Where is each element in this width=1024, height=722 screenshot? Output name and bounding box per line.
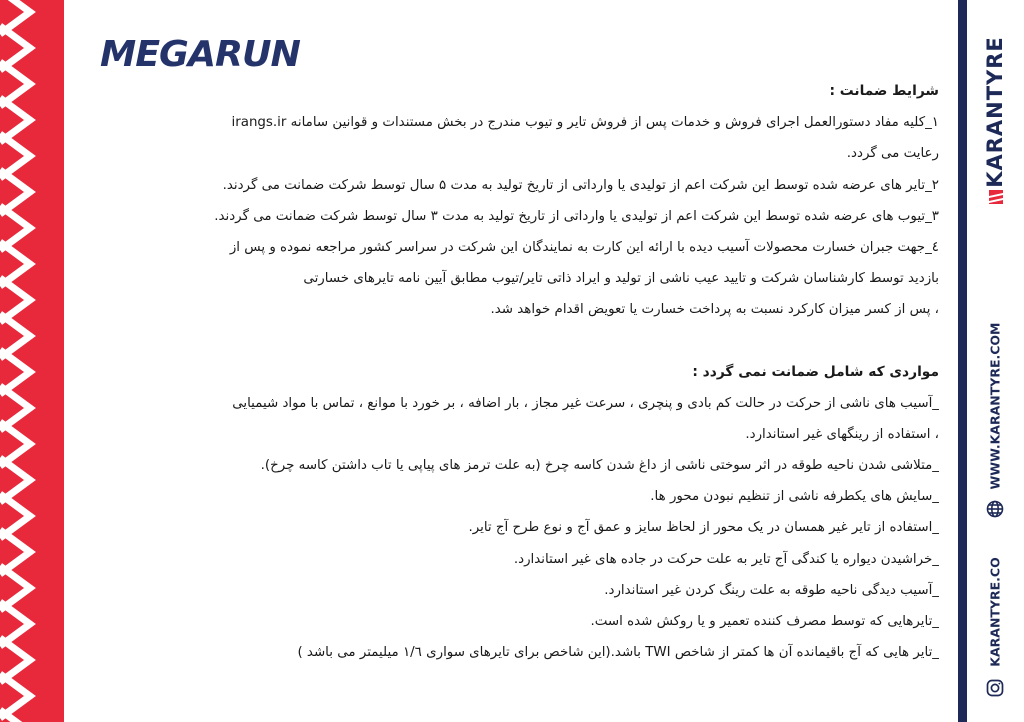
navy-stripe <box>958 0 967 722</box>
logo-text: MEGARUN <box>100 34 301 74</box>
warranty-line: ۳_تیوب های عرضه شده توسط این شرکت اعم از تولیدی یا وارداتی از تاریخ تولید به مدت ۳ سال توسط شرکت ضمانت می گردند. <box>214 208 939 224</box>
chevron-pattern <box>0 0 64 722</box>
exclusions-line: _آسیب دیدگی ناحیه طوقه به علت رینگ کردن غیر استاندارد. <box>604 582 939 598</box>
warranty-terms-list <box>84 107 939 325</box>
exclusions-line: _سایش های یکطرفه ناشی از تنظیم نبودن محور ها. <box>650 489 939 505</box>
exclusions-line: ، استفاده از رینگهای غیر استاندارد. <box>745 426 939 442</box>
chevron-stripe <box>0 710 30 722</box>
exclusions-line: _تایر هایی که آج باقیمانده آن ها کمتر از شاخص TWI باشد.(این شاخص برای تایرهای سواری ۱/٦ میلیمتر می باشد ) <box>297 645 939 661</box>
exclusions-line: _خراشیدن دیواره یا کندگی آج تایر به علت حرکت در جاده های غیر استاندارد. <box>513 551 939 567</box>
brand-name-vertical <box>985 12 1005 212</box>
warranty-line: ۲_تایر های عرضه شده توسط این شرکت اعم از تولیدی یا وارداتی از تاریخ تولید به مدت ۵ سال توسط شرکت ضمانت می گردند. <box>222 177 939 193</box>
exclusions-line: _تایرهایی که توسط مصرف کننده تعمیر و یا روکش شده است. <box>590 614 939 629</box>
megarun-logo <box>98 28 304 74</box>
instagram-vertical <box>985 556 1005 668</box>
exclusions-title: مواردی که شامل ضمانت نمی گردد : <box>692 363 939 380</box>
left-decorative-band <box>0 0 64 722</box>
website-vertical <box>985 318 1005 494</box>
warranty-title: شرایط ضمانت : <box>829 83 939 99</box>
exclusions-line: _آسیب های ناشی از حرکت در حالت کم بادی و پنچری ، سرعت غیر مجاز ، بار اضافه ، بر خورد با موانع ، تماس با مواد شیمیایی <box>232 395 939 411</box>
warranty-card-content <box>84 76 939 668</box>
exclusions-line: _متلاشی شدن ناحیه طوقه در اثر سوختی ناشی از داغ شدن کاسه چرخ (به علت ترمز های پیاپی یا تاب داشتن کاسه چرخ). <box>260 458 939 474</box>
exclusions-line: _استفاده از تایر غیر همسان در یک محور از لحاظ سایز و عمق آج و نوع طرح آج تایر. <box>468 520 939 536</box>
brand-name: KARANTYRE <box>983 36 1007 188</box>
warranty-line: رعایت می گردد. <box>846 146 939 162</box>
exclusions-list <box>84 388 939 669</box>
warranty-line: ، پس از کسر میزان کارکرد نسبت به پرداخت خسارت یا تعویض اقدام خواهد شد. <box>490 302 939 318</box>
karantyre-mark-icon <box>988 188 1004 206</box>
warranty-line: ٤_جهت جبران خسارت محصولات آسیب دیده با ارائه این کارت به نمایندگان این شرکت در سراسر کشور مراجعه نموده و پس از <box>229 239 939 255</box>
instagram-icon <box>986 679 1004 697</box>
warranty-line: بازدید توسط کارشناسان شرکت و تایید عیب ناشی از تولید و ایراد ذاتی تایر/تیوب مطابق آیین نامه تایرهای خسارتی <box>303 271 939 287</box>
website-link[interactable]: WWW.KARANTYRE.COM <box>987 322 1003 490</box>
warranty-line: ۱_کلیه مفاد دستورالعمل اجرای فروش و خدمات پس از فروش تایر و تیوب مندرج در بخش مستندات و قوانین سامانه irangs.ir <box>231 115 939 131</box>
instagram-handle[interactable]: KARANTYRE.CO <box>987 557 1003 667</box>
globe-icon <box>986 500 1004 518</box>
